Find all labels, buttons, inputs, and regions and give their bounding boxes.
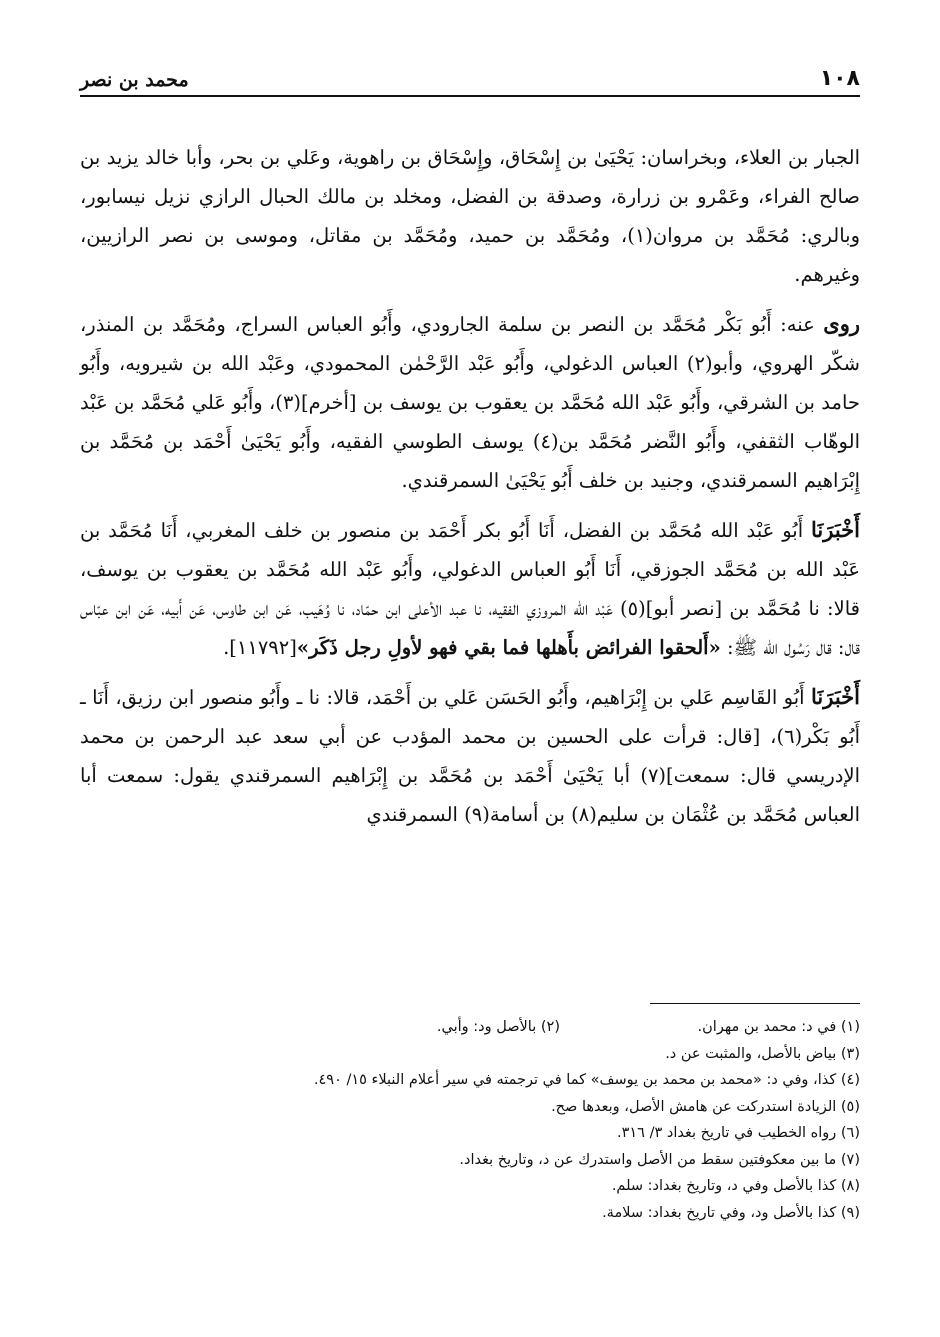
page-header: [80, 66, 860, 97]
footnote-3: (٣) بياض بالأصل، والمثبت عن د.: [665, 1045, 860, 1062]
hadith-text: «أَلحقوا الفرائض بأَهلها فما بقي فهو لأولِ رجل ذَكَر»: [296, 636, 721, 659]
paragraph-4-lead: أَخْبَرَنَا: [811, 684, 860, 709]
footnote-row-1: [80, 1014, 860, 1041]
paragraph-3-text: أَبُو عَبْد الله مُحَمَّد بن الفضل، أَنَا أَبُو بكر أَحْمَد بن منصور بن خلف المغربي، أَنَا مُحَمَّد بن عَبْد الله بن مُحَمَّد الجوزقي، أَنَا أَبُو العباس الدغولي، وأَبُو عَبْد الله مُحَمَّد بن يعقوب بن يوسف، قالا: نا مُحَمَّد بن [نصر أبو](٥) عَبْد الله المروزي الفقيه، نا عبد الأعلى ابن حمّاد، نا وُهَيب، عَن ابن طاوس، عَن أَبيه، عَن ابن عبّاس قال: قال رَسُول الله ﷺ:: [80, 519, 860, 659]
paragraph-3-lead: أَخْبَرَنَا: [811, 517, 860, 542]
paragraph-2-text: عنه: أَبُو بَكْر مُحَمَّد بن النصر بن سلمة الجارودي، وأَبُو العباس السراج، ومُحَمَّد بن المنذر، شكّر الهروي، وأبو(٢) العباس الدغولي، وأَبُو عَبْد الرَّحْمٰن المحمودي، وعَبْد الله بن شيرويه، وأَبُو حامد بن الشرقي، وأَبُو عَبْد الله مُحَمَّد بن يعقوب بن يوسف بن [أخرم](٣)، وأَبُو عَلي مُحَمَّد بن عَبْد الوهّاب الثقفي، وأَبُو النَّضر مُحَمَّد بن(٤) يوسف الطوسي الفقيه، وأَبُو يَحْيَىٰ أَحْمَد بن مُحَمَّد بن إِبْرَاهيم السمرقندي، وجنيد بن خلف أَبُو يَحْيَىٰ السمرقندي.: [80, 313, 860, 492]
footnote-separator: [650, 1003, 860, 1004]
paragraph-4-text: أَبُو القَاسِم عَلي بن إِبْرَاهيم، وأَبُو الحَسَن عَلي بن أَحْمَد، قالا: نا ـ وأَبُو منصور ابن رزيق، أَنَا ـ أَبُو بَكْر(٦)، [قال: قرأت على الحسين بن محمد المؤدب عن أبي سعد عبد الرحمن بن محمد الإدريسي قال: سمعت](٧) أبا يَحْيَىٰ أَحْمَد بن مُحَمَّد بن إِبْرَاهيم السمرقندي يقول: سمعت أبا العباس مُحَمَّد بن عُثْمَان بن سليم(٨) بن أسامة(٩) السمرقندي: [80, 686, 860, 826]
footnote-7: (٧) ما بين معكوفتين سقط من الأصل واستدرك عن د، وتاريخ بغداد.: [459, 1151, 860, 1168]
footnote-6: (٦) رواه الخطيب في تاريخ بغداد ٣/ ٣١٦.: [616, 1125, 860, 1141]
paragraph-2: [80, 304, 860, 500]
running-title: محمد بن نصر: [80, 69, 189, 91]
footnote-4: (٤) كذا، وفي د: «محمد بن محمد بن يوسف» كما في ترجمته في سير أعلام النبلاء ١٥/ ٤٩٠.: [313, 1072, 860, 1088]
page-number: ١٠٨: [819, 66, 860, 91]
paragraph-1-text: الجبار بن العلاء، وبخراسان: يَحْيَىٰ بن إِسْحَاق، وإِسْحَاق بن راهوية، وعَلي بن بحر، وأبا خالد يزيد بن صالح الفراء، وعَمْرو بن زرارة، وصدقة بن الفضل، ومخلد بن مالك الحبال الرازي نزيل نيسابور، وبالري: مُحَمَّد بن مروان(١)، ومُحَمَّد بن حميد، ومُحَمَّد بن مقاتل، وموسى بن نصر الرازيين، وغيرهم.: [80, 146, 860, 286]
main-text: [80, 138, 860, 844]
footnote-8: (٨) كذا بالأصل وفي د، وتاريخ بغداد: سلم.: [611, 1178, 860, 1194]
paragraph-3: [80, 510, 860, 667]
footnote-2: (٢) بالأصل ود: وأبي.: [436, 1019, 560, 1035]
paragraph-4: [80, 677, 860, 834]
paragraph-2-lead: روى: [823, 311, 860, 336]
paragraph-1: [80, 138, 860, 294]
footnotes: [80, 1014, 860, 1226]
footnote-5: (٥) الزيادة استدركت عن هامش الأصل، وبعدها صح.: [551, 1098, 860, 1115]
footnote-1: (١) في د: محمد بن مهران.: [697, 1019, 860, 1035]
hadith-reference: [١١٧٩٢].: [223, 636, 297, 659]
footnote-9: (٩) كذا بالأصل ود، وفي تاريخ بغداد: سلامة.: [602, 1204, 860, 1221]
